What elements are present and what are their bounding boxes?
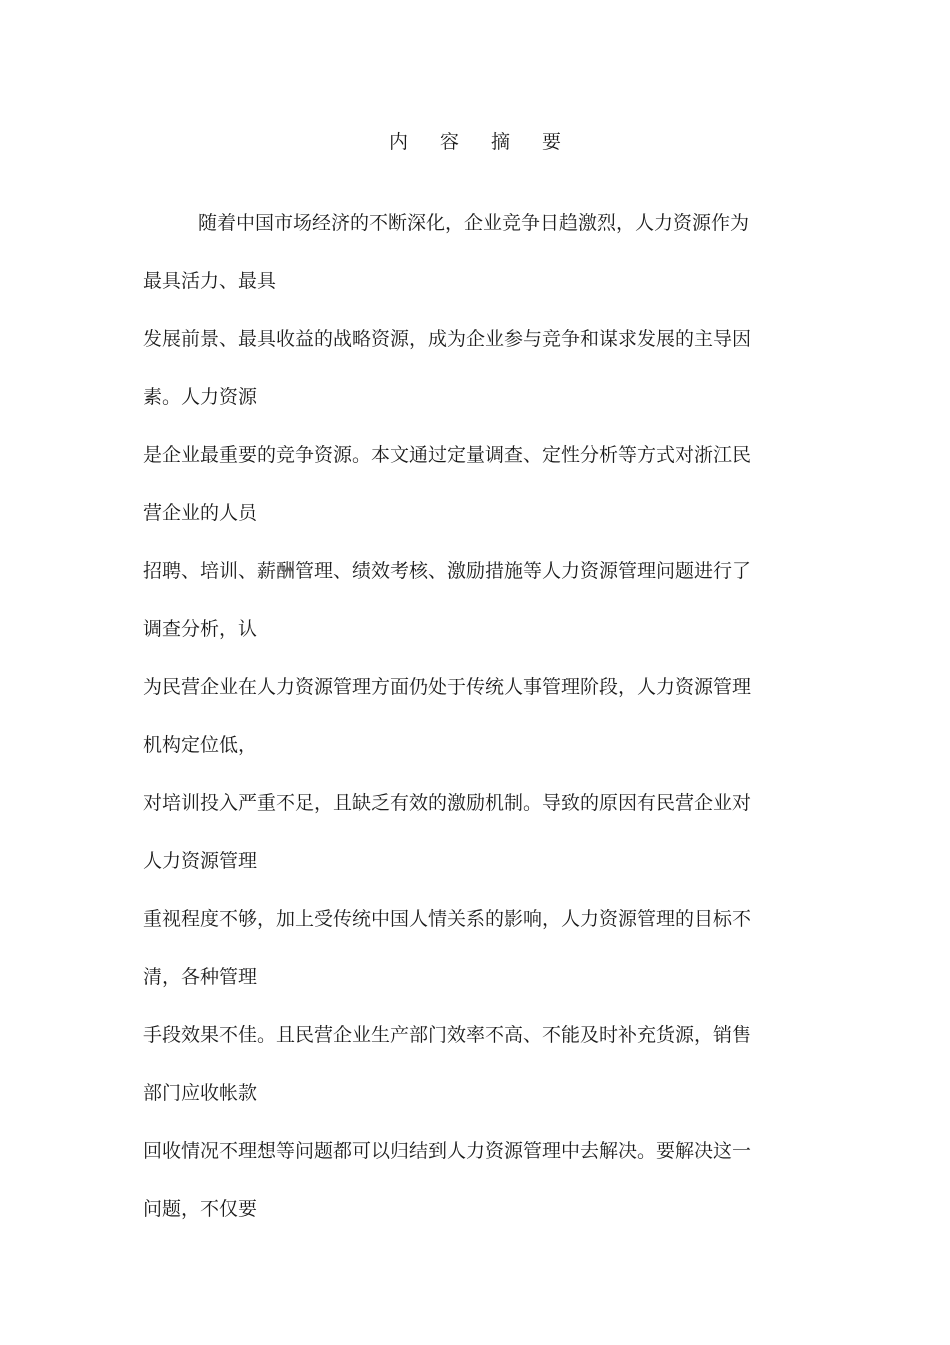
text-line: 是企业最重要的竞争资源。本文通过定量调查、定性分析等方式对浙江民 xyxy=(143,444,752,466)
text-line: 招聘、培训、薪酬管理、绩效考核、激励措施等人力资源管理问题进行了 xyxy=(143,560,752,582)
text-line: 营企业的人员 xyxy=(143,502,258,524)
text-line: 机构定位低， xyxy=(143,734,258,756)
abstract-body xyxy=(143,194,763,1238)
text-line: 为民营企业在人力资源管理方面仍处于传统人事管理阶段，人力资源管理 xyxy=(143,676,752,698)
text-line: 回收情况不理想等问题都可以归结到人力资源管理中去解决。要解决这一 xyxy=(143,1140,752,1162)
text-line: 重视程度不够，加上受传统中国人情关系的影响，人力资源管理的目标不 xyxy=(143,908,752,930)
text-line: 发展前景、最具收益的战略资源，成为企业参与竞争和谋求发展的主导因 xyxy=(143,328,752,350)
text-line: 部门应收帐款 xyxy=(143,1082,258,1104)
text-line: 最具活力、最具 xyxy=(143,270,277,292)
text-line: 素。人力资源 xyxy=(143,386,258,408)
text-line: 对培训投入严重不足，且缺乏有效的激励机制。导致的原因有民营企业对 xyxy=(143,792,752,814)
text-line: 清，各种管理 xyxy=(143,966,258,988)
text-line: 人力资源管理 xyxy=(143,850,258,872)
text-line: 手段效果不佳。且民营企业生产部门效率不高、不能及时补充货源，销售 xyxy=(143,1024,752,1046)
text-line: 调查分析，认 xyxy=(143,618,258,640)
abstract-title: 内 容 摘 要 xyxy=(388,131,575,153)
text-line: 随着中国市场经济的不断深化，企业竞争日趋激烈，人力资源作为 xyxy=(198,212,750,234)
text-line: 问题，不仅要 xyxy=(143,1198,258,1220)
